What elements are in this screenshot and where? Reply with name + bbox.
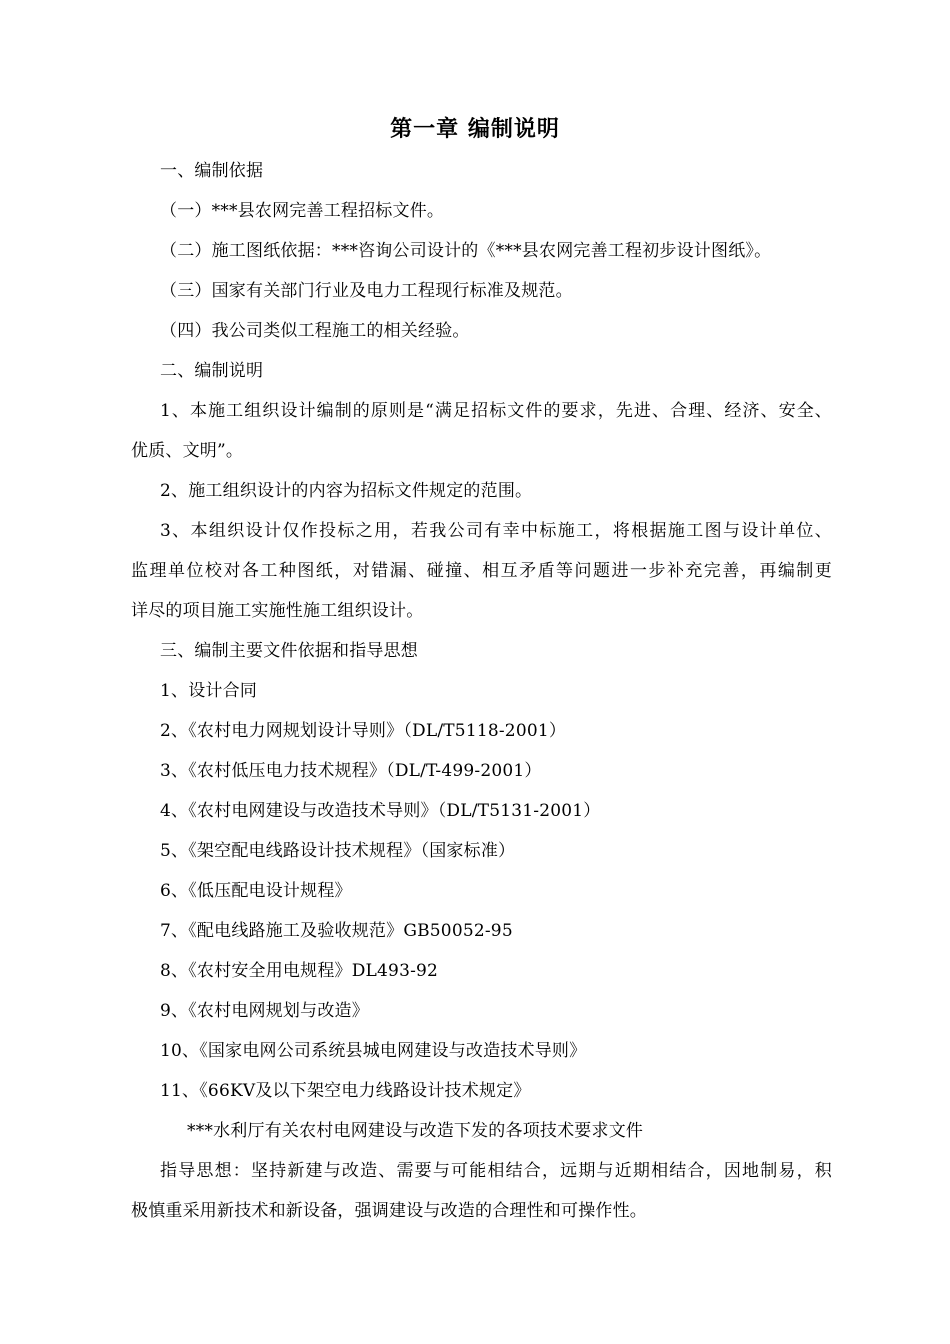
document-item-11: 11、《66KV及以下架空电力线路设计技术规定》 xyxy=(160,1081,531,1101)
explanation-3-line1: 3、本组织设计仅作投标之用，若我公司有幸中标施工，将根据施工图与设计单位、 xyxy=(160,521,832,541)
explanation-2: 2、施工组织设计的内容为招标文件规定的范围。 xyxy=(160,481,533,501)
guiding-thought-line2: 极慎重采用新技术和新设备，强调建设与改造的合理性和可操作性。 xyxy=(131,1201,647,1221)
basis-item-2: （二）施工图纸依据：***咨询公司设计的《***县农网完善工程初步设计图纸》。 xyxy=(160,241,772,261)
section-heading-documents: 三、编制主要文件依据和指导思想 xyxy=(160,641,418,661)
document-item-4: 4、《农村电网建设与改造技术导则》（DL/T5131-2001） xyxy=(160,801,601,821)
document-item-5: 5、《架空配电线路设计技术规程》（国家标准） xyxy=(160,841,516,861)
document-item-provincial: ***水利厅有关农村电网建设与改造下发的各项技术要求文件 xyxy=(187,1121,644,1141)
explanation-1-line1: 1、本施工组织设计编制的原则是“满足招标文件的要求，先进、合理、经济、安全、 xyxy=(160,401,832,421)
explanation-3-line3: 详尽的项目施工实施性施工组织设计。 xyxy=(131,601,424,621)
document-item-3: 3、《农村低压电力技术规程》（DL/T-499-2001） xyxy=(160,761,542,781)
document-item-6: 6、《低压配电设计规程》 xyxy=(160,881,352,901)
basis-item-3: （三）国家有关部门行业及电力工程现行标准及规范。 xyxy=(160,281,573,301)
document-item-2: 2、《农村电力网规划设计导则》（DL/T5118-2001） xyxy=(160,721,567,741)
section-heading-explanation: 二、编制说明 xyxy=(160,361,264,381)
explanation-3-line2: 监理单位校对各工种图纸，对错漏、碰撞、相互矛盾等问题进一步补充完善，再编制更 xyxy=(131,561,832,581)
basis-item-4: （四）我公司类似工程施工的相关经验。 xyxy=(160,321,470,341)
document-item-10: 10、《国家电网公司系统县城电网建设与改造技术导则》 xyxy=(160,1041,587,1061)
document-item-7: 7、《配电线路施工及验收规范》GB50052-95 xyxy=(160,921,513,941)
chapter-title: 第一章 编制说明 xyxy=(390,116,560,142)
document-item-9: 9、《农村电网规划与改造》 xyxy=(160,1001,369,1021)
section-heading-basis: 一、编制依据 xyxy=(160,161,264,181)
basis-item-1: （一）***县农网完善工程招标文件。 xyxy=(160,201,445,221)
document-item-8: 8、《农村安全用电规程》DL493-92 xyxy=(160,961,439,981)
document-item-1: 1、设计合同 xyxy=(160,681,258,701)
explanation-1-line2: 优质、文明”。 xyxy=(131,441,244,461)
guiding-thought-line1: 指导思想：坚持新建与改造、需要与可能相结合，远期与近期相结合，因地制易，积 xyxy=(160,1161,832,1181)
